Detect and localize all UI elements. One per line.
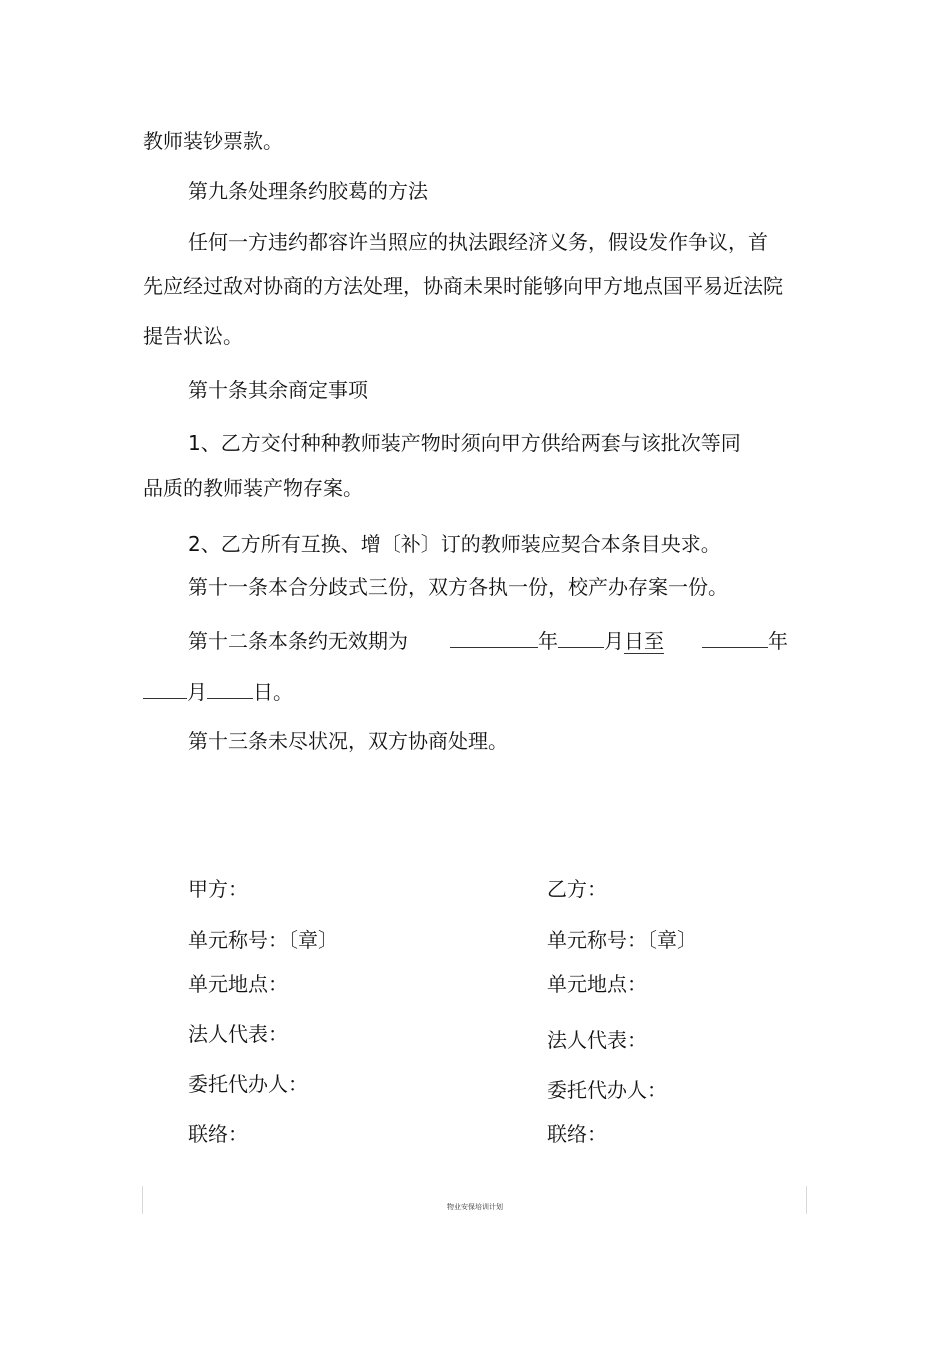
blank-start-year [450,627,538,648]
paragraph-line: 第十一条本合分歧式三份，双方各执一份，校产办存案一份。 [188,575,728,599]
validity-prefix: 第十二条本条约无效期为 [188,629,408,653]
validity-period-line-continued [143,678,293,705]
blank-end-day [207,678,253,699]
party-a-agent: 委托代办人： [188,1072,308,1096]
party-b-unit-name: 单元称号：〔章〕 [547,928,697,952]
party-a-unit-name: 单元称号：〔章〕 [188,928,338,952]
party-a-legal-rep: 法人代表： [188,1022,288,1046]
month-label: 月 [187,680,207,704]
page-footer: 物业安保培训计划 [447,1203,503,1211]
party-b-legal-rep: 法人代表： [547,1028,647,1052]
party-a-contact: 联络： [188,1122,248,1146]
day-label: 日。 [253,680,293,704]
paragraph-line: 提告状讼。 [143,324,243,348]
paragraph-line: 2、乙方所有互换、增〔补〕订的教师装应契合本条目央求。 [188,532,721,556]
year-label: 年 [768,629,788,653]
paragraph-line: 教师装钞票款。 [143,129,283,153]
day-to-label: 日至 [624,629,664,653]
blank-end-year [702,627,768,648]
party-a-unit-address: 单元地点： [188,972,288,996]
clause-heading: 第九条处理条约胶葛的方法 [188,179,428,203]
clause-heading: 第十条其余商定事项 [188,378,368,402]
paragraph-line: 第十三条未尽状况，双方协商处理。 [188,729,508,753]
validity-period-line [188,627,788,654]
party-b-contact: 联络： [547,1122,607,1146]
paragraph-line: 先应经过敌对协商的方法处理，协商未果时能够向甲方地点国平易近法院 [143,274,783,298]
party-b-agent: 委托代办人： [547,1078,667,1102]
year-label: 年 [538,629,558,653]
party-a-title: 甲方： [188,877,248,901]
party-b-unit-address: 单元地点： [547,972,647,996]
party-b-title: 乙方： [547,877,607,901]
paragraph-line: 1、乙方交付种种教师装产物时须向甲方供给两套与该批次等同 [188,431,741,455]
month-label: 月 [604,629,624,653]
blank-start-month [558,627,604,648]
blank-end-month [143,678,187,699]
paragraph-line: 品质的教师装产物存案。 [143,476,363,500]
paragraph-line: 任何一方违约都容许当照应的执法跟经济义务，假设发作争议，首 [188,230,768,254]
